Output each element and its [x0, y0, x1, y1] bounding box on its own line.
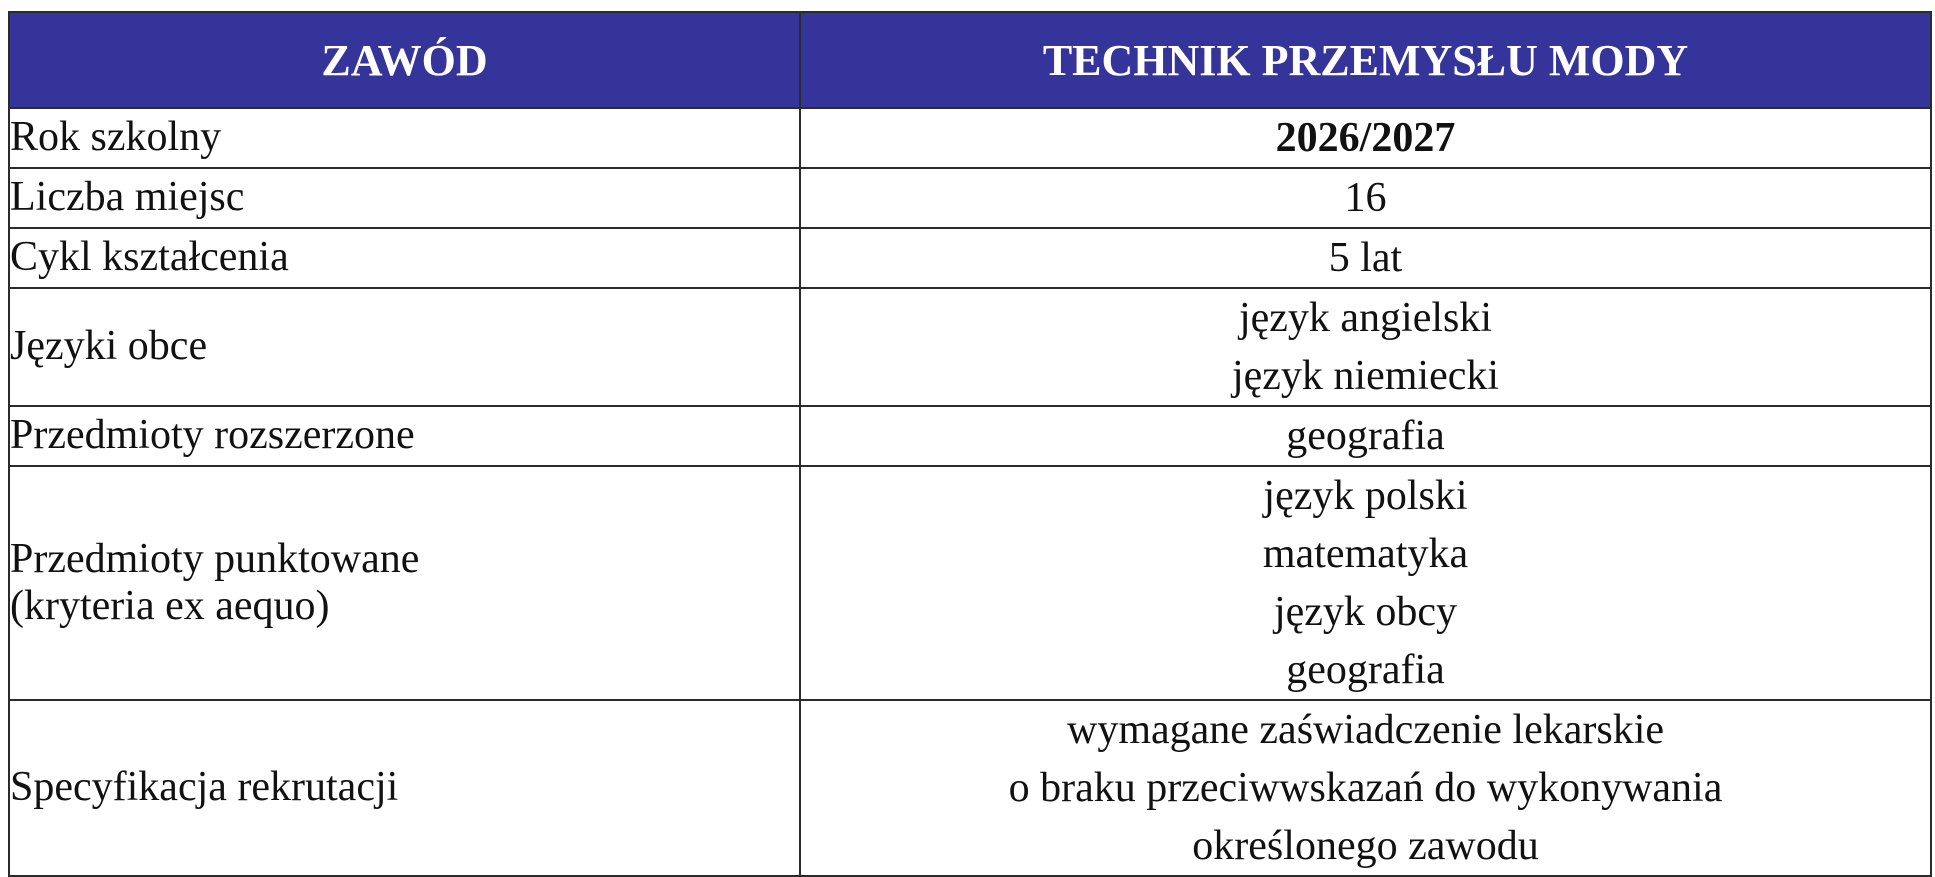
row-value-line: matematyka	[1262, 531, 1469, 577]
row-value	[800, 406, 1931, 466]
row-label-line: Cykl kształcenia	[10, 234, 289, 281]
row-value	[800, 228, 1931, 288]
row-value	[800, 700, 1931, 876]
row-label-line: (kryteria ex aequo)	[10, 583, 330, 629]
row-value	[800, 288, 1931, 406]
row-label-line: Specyfikacja rekrutacji	[10, 764, 399, 811]
table-row-extended-subjects	[9, 406, 1931, 466]
row-label	[9, 700, 800, 876]
table-row-cycle	[9, 228, 1931, 288]
row-label	[9, 466, 800, 700]
row-value	[800, 108, 1931, 168]
row-value-line: język angielski	[1238, 295, 1493, 341]
table-row-school-year	[9, 108, 1931, 168]
row-value-line: o braku przeciwwskazań do wykonywania	[1008, 765, 1723, 811]
row-label	[9, 288, 800, 406]
table-row-languages	[9, 288, 1931, 406]
row-label	[9, 108, 800, 168]
row-value-line: geografia	[1286, 647, 1445, 693]
header-profession-label: ZAWÓD	[9, 12, 800, 108]
row-value-line: język niemiecki	[1231, 353, 1500, 399]
row-value-line: język polski	[1263, 473, 1468, 519]
row-label	[9, 228, 800, 288]
row-label-line: Rok szkolny	[10, 114, 222, 161]
row-value-line: geografia	[1286, 413, 1445, 459]
row-value	[800, 466, 1931, 700]
table-row-places	[9, 168, 1931, 228]
row-value-line: określonego zawodu	[1192, 823, 1539, 869]
row-value-line: wymagane zaświadczenie lekarskie	[1066, 707, 1665, 753]
row-value	[800, 168, 1931, 228]
row-label-line: Przedmioty punktowane	[10, 535, 420, 582]
table-row-scored-subjects	[9, 466, 1931, 700]
row-label	[9, 168, 800, 228]
row-label-line: Przedmioty rozszerzone	[10, 412, 415, 459]
row-label	[9, 406, 800, 466]
recruitment-info-table	[8, 11, 1932, 877]
row-value-line: 2026/2027	[1275, 115, 1456, 161]
table-header-row	[9, 12, 1931, 108]
header-profession-name: TECHNIK PRZEMYSŁU MODY	[800, 12, 1931, 108]
row-label-line: Liczba miejsc	[10, 174, 245, 221]
row-value-line: 5 lat	[1328, 235, 1403, 281]
row-label-line: Języki obce	[10, 323, 208, 370]
row-value-line: język obcy	[1273, 589, 1458, 635]
row-value-line: 16	[1344, 175, 1387, 221]
table-row-recruitment-spec	[9, 700, 1931, 876]
